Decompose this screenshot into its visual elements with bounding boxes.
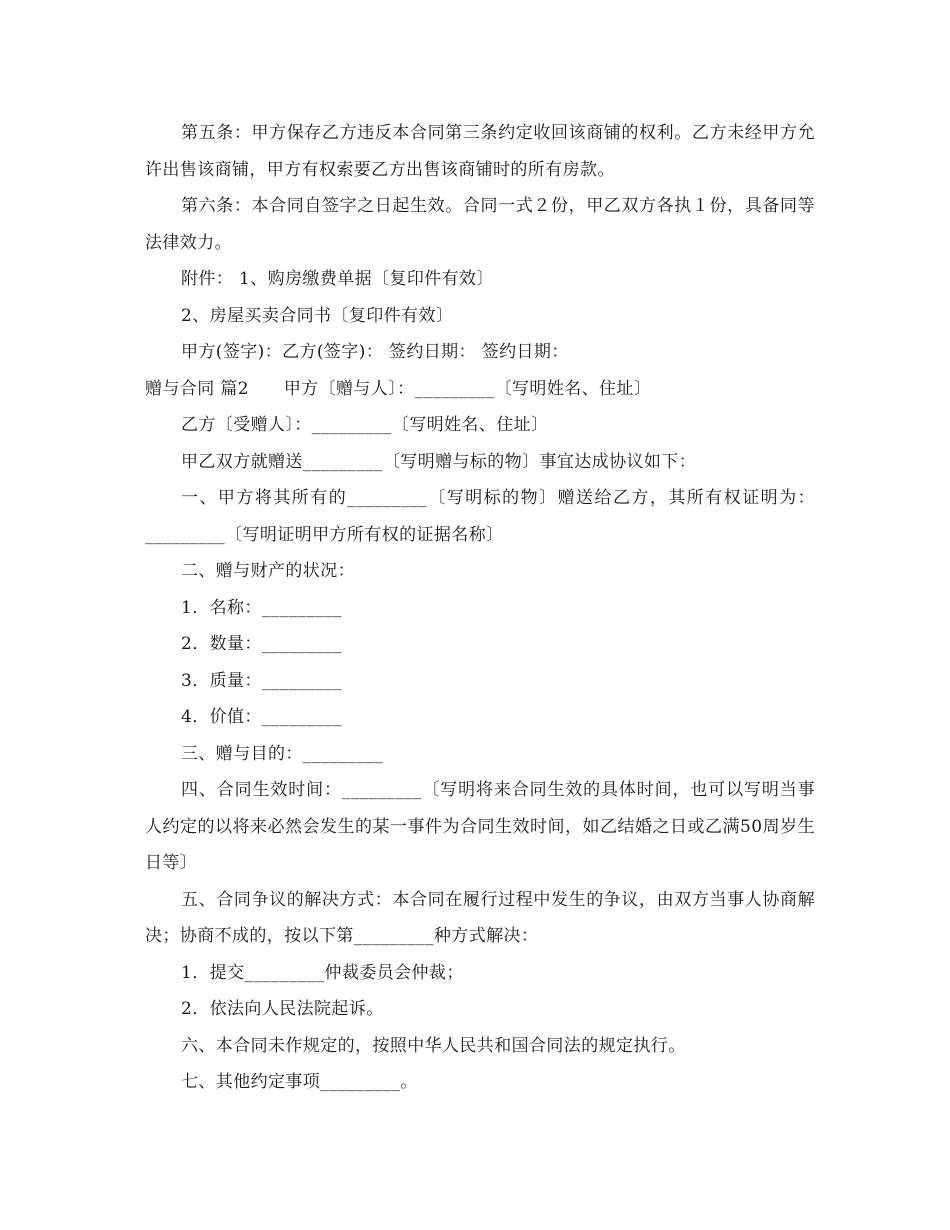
paragraph-clause-3: 三、赠与目的：_________ (181, 743, 383, 764)
paragraph-item-quality: 3．质量：_________ (181, 670, 342, 691)
paragraph-clause-5: 五、合同争议的解决方式：本合同在履行过程中发生的争议，由双方当事人协商解决；协商不成的，按以下第_________种方式解决： (145, 889, 815, 946)
paragraph-gift-contract-heading: 赠与合同 篇2 甲方〔赠与人〕：_________〔写明姓名、住址〕 (145, 378, 652, 399)
paragraph-item-quantity: 2．数量：_________ (181, 634, 342, 654)
paragraph-clause-6: 六、本合同未作规定的，按照中华人民共和国合同法的规定执行。 (181, 1035, 686, 1056)
paragraph-item-value: 4．价值：_________ (181, 707, 342, 727)
paragraph-option-2: 2．依法向人民法院起诉。 (181, 999, 384, 1019)
paragraph-clause-1: 一、甲方将其所有的_________〔写明标的物〕赠送给乙方，其所有权证明为：_________〔写明证明甲方所有权的证据名称〕 (145, 488, 815, 545)
paragraph-agreement-intro: 甲乙双方就赠送_________〔写明赠与标的物〕事宜达成协议如下： (181, 451, 697, 472)
paragraph-article-5: 第五条：甲方保存乙方违反本合同第三条约定收回该商铺的权利。乙方未经甲方允许出售该商铺，甲方有权索要乙方出售该商铺时的所有房款。 (145, 123, 815, 180)
paragraph-option-1: 1．提交_________仲裁委员会仲裁； (181, 962, 464, 983)
paragraph-item-name: 1．名称：_________ (181, 597, 342, 618)
paragraph-attachment: 附件： 1、购房缴费单据〔复印件有效〕 (181, 269, 494, 289)
paragraph-clause-4: 四、合同生效时间：_________〔写明将来合同生效的具体时间，也可以写明当事人约定的以将来必然会发生的某一事件为合同生效时间，如乙结婚之日或乙满50周岁生日等〕 (145, 780, 815, 873)
paragraph-clause-2: 二、赠与财产的状况： (181, 561, 355, 581)
paragraph-signatures: 甲方(签字)：乙方(签字)： 签约日期： 签约日期： (181, 342, 569, 362)
paragraph-article-6: 第六条：本合同自签字之日起生效。合同一式２份，甲乙双方各执１份，具备同等法律效力。 (145, 196, 815, 253)
document-body (145, 115, 815, 1101)
paragraph-attachment-2: 2、房屋买卖合同书〔复印件有效〕 (181, 305, 454, 326)
paragraph-clause-7: 七、其他约定事项_________。 (181, 1072, 418, 1092)
paragraph-party-b: 乙方〔受赠人〕：_________〔写明姓名、住址〕 (181, 415, 549, 435)
